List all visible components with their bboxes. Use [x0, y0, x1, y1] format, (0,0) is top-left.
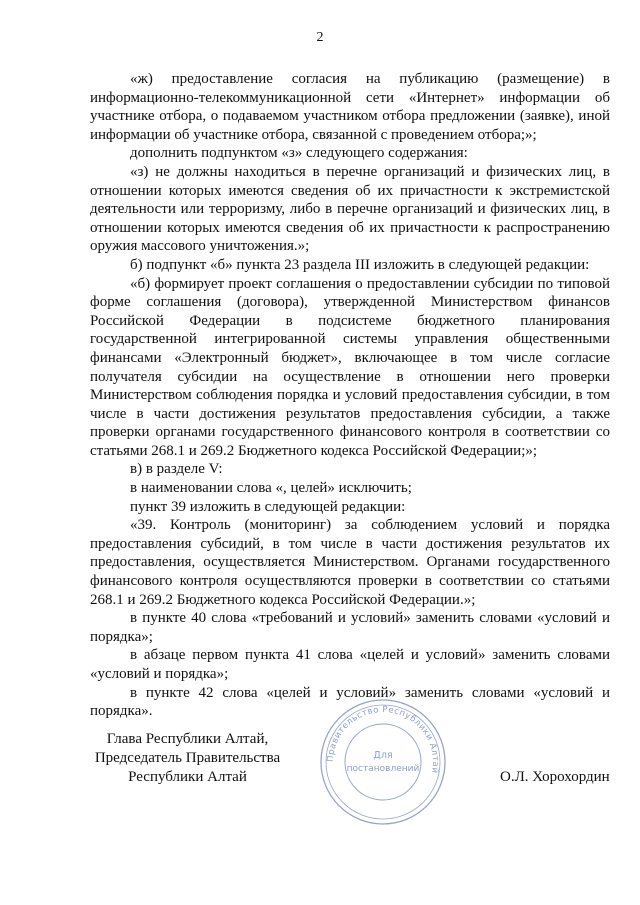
official-stamp: [318, 697, 448, 827]
stamp-inner-ring: [345, 724, 421, 800]
paragraph: в) в разделе V:: [130, 461, 223, 478]
paragraph: в абзаце первом пункта 41 слова «целей и условий» заменить словами «условий и порядка»;: [90, 647, 610, 682]
paragraph: в пункте 42 слова «целей и условий» заменить словами «условий и порядка».: [90, 684, 610, 720]
paragraph: б) подпункт «б» пункта 23 раздела III изложить в следующей редакции:: [130, 256, 590, 273]
paragraph: в пункте 40 слова «требований и условий» заменить словами «условий и порядка»;: [90, 610, 610, 645]
signature-position-line: Глава Республики Алтай,: [106, 731, 269, 747]
paragraph: «з) не должны находиться в перечне организаций и физических лиц, в отношении которых имеются сведения об их причастности к экстремистской деятельности или терроризму, либо в перечне организаций и физических лиц, в отношении которых имеются сведения об их причастности к распространению оружия массового уничтожения.»;: [90, 163, 610, 255]
stamp-ring-text: Правительство Республики Алтай: [325, 704, 441, 775]
signatory-name: О.Л. Хорохордин: [500, 769, 610, 785]
document-body: [90, 70, 610, 721]
page-number: 2: [316, 30, 324, 45]
paragraph: «б) формирует проект соглашения о предоставлении субсидии по типовой форме соглашения (договора), утвержденной Министерством финансов Российской Федерации в подсистеме бюджетного планирования государственной интегрированной системы управления общественными финансами «Электронный бюджет», включающее в том числе согласие получателя субсидии на осуществление в отношении него проверки Министерством соблюдения порядка и условий предоставления субсидии, в том числе в части достижения результатов предоставления субсидии, а также проверки органами государственного финансового контроля в соответствии со статьями 268.1 и 269.2 Бюджетного кодекса Российской Федерации;»;: [90, 275, 610, 459]
signature-position-line: Республики Алтай: [128, 769, 247, 785]
paragraph: «39. Контроль (мониторинг) за соблюдением условий и порядка предоставления субсидий, в том числе в части достижения результатов их предоставления, осуществляется Министерством. Органами государственного финансового контроля осуществляются проверки в соответствии со статьями 268.1 и 269.2 Бюджетного кодекса Российской Федерации.»;: [90, 517, 610, 608]
stamp-outer-ring: [321, 700, 445, 824]
stamp-center-line2: постановлений: [346, 764, 420, 774]
paragraph: дополнить подпунктом «з» следующего содержания:: [130, 145, 468, 162]
paragraph: пункт 39 изложить в следующей редакции:: [130, 498, 406, 515]
signature-position: [90, 730, 285, 787]
paragraph: «ж) предоставление согласия на публикацию (размещение) в информационно-телекоммуникационной сети «Интернет» информации об участнике отбора, о подаваемом участником отбора предложении (заявке), иной информации об участнике отбора, связанной с проведением отбора;»;: [90, 71, 610, 143]
paragraph: в наименовании слова «, целей» исключить;: [130, 480, 412, 497]
signature-position-line: Председатель Правительства: [94, 750, 281, 766]
stamp-center-line1: Для: [373, 750, 393, 761]
